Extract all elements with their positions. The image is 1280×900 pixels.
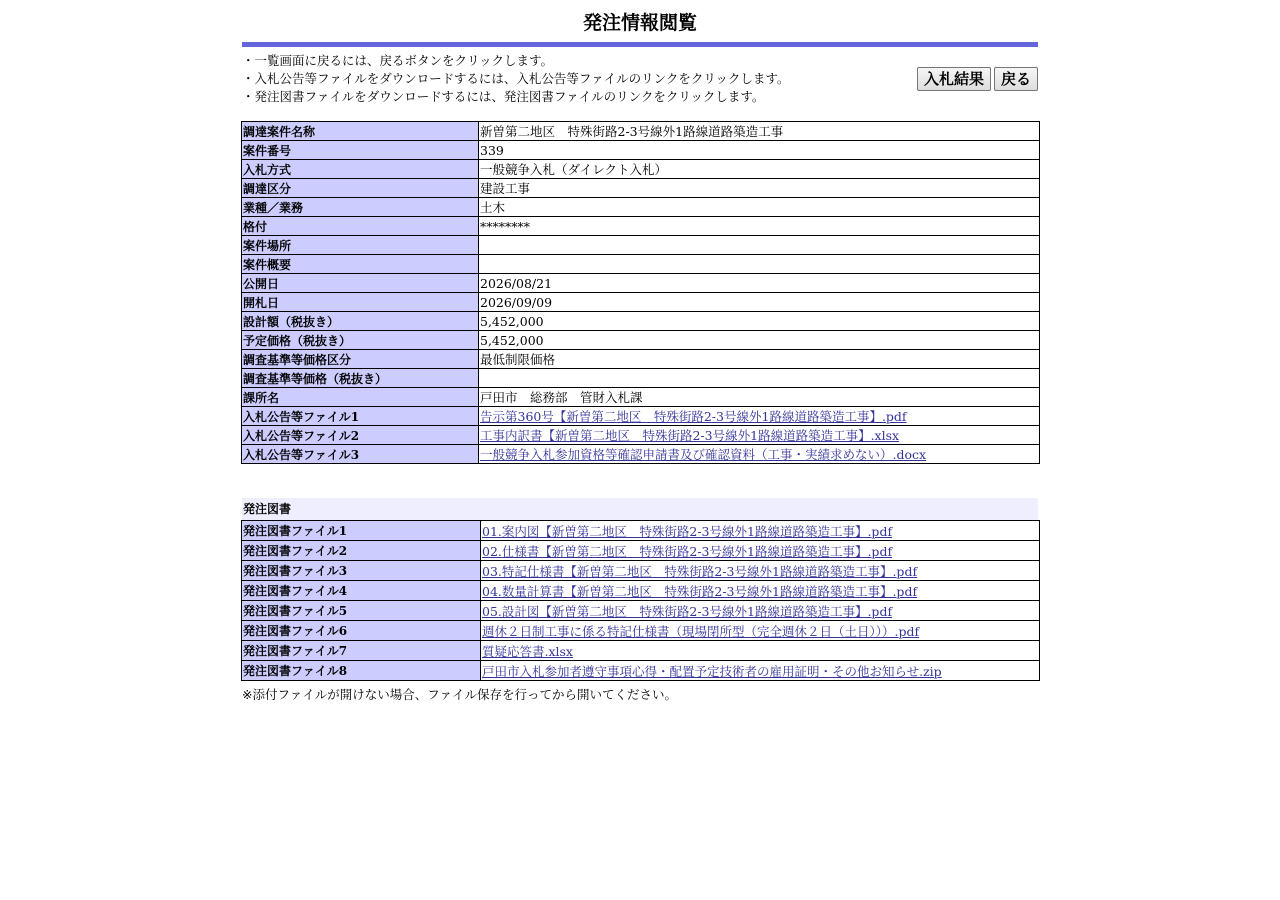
row-value	[481, 541, 1040, 561]
row-label: 発注図書ファイル7	[242, 641, 481, 661]
row-value: 5,452,000	[479, 312, 1040, 331]
row-value: 新曽第二地区 特殊街路2-3号線外1路線道路築造工事	[479, 122, 1040, 141]
table-row	[242, 255, 1040, 274]
row-label: 課所名	[242, 388, 479, 407]
instruction-line: ・発注図書ファイルをダウンロードするには、発注図書ファイルのリンクをクリックします。	[242, 89, 765, 104]
row-value	[481, 601, 1040, 621]
row-label: 調査基準等価格（税抜き）	[242, 369, 479, 388]
table-row	[242, 141, 1040, 160]
table-row	[242, 274, 1040, 293]
row-label: 入札方式	[242, 160, 479, 179]
row-label: 案件番号	[242, 141, 479, 160]
row-value	[479, 407, 1040, 426]
row-value	[479, 445, 1040, 464]
row-value	[481, 581, 1040, 601]
table-row	[242, 521, 1040, 541]
instructions	[242, 52, 789, 106]
doc-file-link[interactable]: 03.特記仕様書【新曽第二地区 特殊街路2-3号線外1路線道路築造工事】.pdf	[482, 563, 918, 579]
row-label: 格付	[242, 217, 479, 236]
row-label: 発注図書ファイル3	[242, 561, 481, 581]
row-value	[481, 561, 1040, 581]
table-row	[242, 601, 1040, 621]
row-value	[479, 255, 1040, 274]
doc-file-link[interactable]: 質疑応答書.xlsx	[482, 643, 573, 659]
table-row	[242, 160, 1040, 179]
row-label: 調達区分	[242, 179, 479, 198]
row-value: 5,452,000	[479, 331, 1040, 350]
table-row	[242, 217, 1040, 236]
table-row	[242, 661, 1040, 681]
row-value: 2026/08/21	[479, 274, 1040, 293]
row-value: 土木	[479, 198, 1040, 217]
footer-note: ※添付ファイルが開けない場合、ファイル保存を行ってから開いてください。	[242, 687, 677, 702]
table-row	[242, 426, 1040, 445]
row-label: 発注図書ファイル8	[242, 661, 481, 681]
table-row	[242, 641, 1040, 661]
notice-file-link[interactable]: 告示第360号【新曽第二地区 特殊街路2-3号線外1路線道路築造工事】.pdf	[480, 409, 907, 424]
notice-file-link[interactable]: 一般競争入札参加資格等確認申請書及び確認資料（工事・実績求めない）.docx	[480, 447, 927, 462]
row-label: 入札公告等ファイル2	[242, 426, 479, 445]
row-label: 発注図書ファイル2	[242, 541, 481, 561]
case-info-table	[241, 121, 1040, 464]
doc-file-link[interactable]: 04.数量計算書【新曽第二地区 特殊街路2-3号線外1路線道路築造工事】.pdf	[482, 583, 918, 599]
row-value	[479, 236, 1040, 255]
row-label: 案件場所	[242, 236, 479, 255]
table-row	[242, 293, 1040, 312]
row-label: 公開日	[242, 274, 479, 293]
table-row	[242, 581, 1040, 601]
bid-result-button[interactable]: 入札結果	[917, 67, 991, 91]
table-row	[242, 122, 1040, 141]
row-value	[479, 426, 1040, 445]
row-value	[481, 621, 1040, 641]
row-label: 設計額（税抜き）	[242, 312, 479, 331]
row-value: 一般競争入札（ダイレクト入札）	[479, 160, 1040, 179]
instructions-row	[242, 47, 1038, 121]
docs-table	[241, 520, 1040, 681]
table-row	[242, 561, 1040, 581]
row-label: 発注図書ファイル4	[242, 581, 481, 601]
table-row	[242, 312, 1040, 331]
row-label: 予定価格（税抜き）	[242, 331, 479, 350]
table-row	[242, 350, 1040, 369]
instruction-line: ・一覧画面に戻るには、戻るボタンをクリックします。	[242, 53, 554, 68]
row-label: 発注図書ファイル1	[242, 521, 481, 541]
row-value	[479, 369, 1040, 388]
row-label: 調査基準等価格区分	[242, 350, 479, 369]
doc-file-link[interactable]: 01.案内図【新曽第二地区 特殊街路2-3号線外1路線道路築造工事】.pdf	[482, 523, 893, 539]
page-container	[242, 0, 1038, 703]
table-row	[242, 179, 1040, 198]
row-value: ********	[479, 217, 1040, 236]
back-button[interactable]: 戻る	[994, 67, 1038, 91]
doc-file-link[interactable]: 05.設計図【新曽第二地区 特殊街路2-3号線外1路線道路築造工事】.pdf	[482, 603, 893, 619]
table-row	[242, 236, 1040, 255]
table-row	[242, 407, 1040, 426]
notice-file-link[interactable]: 工事内訳書【新曽第二地区 特殊街路2-3号線外1路線道路築造工事】.xlsx	[480, 428, 900, 443]
row-label: 入札公告等ファイル3	[242, 445, 479, 464]
doc-file-link[interactable]: 02.仕様書【新曽第二地区 特殊街路2-3号線外1路線道路築造工事】.pdf	[482, 543, 893, 559]
row-label: 開札日	[242, 293, 479, 312]
row-value	[481, 641, 1040, 661]
instruction-line: ・入札公告等ファイルをダウンロードするには、入札公告等ファイルのリンクをクリックします。	[242, 71, 790, 86]
row-label: 発注図書ファイル6	[242, 621, 481, 641]
docs-section-heading: 発注図書	[242, 498, 1038, 520]
row-value: 戸田市 総務部 管財入札課	[479, 388, 1040, 407]
table-row	[242, 445, 1040, 464]
table-row	[242, 621, 1040, 641]
action-buttons	[917, 67, 1038, 91]
row-label: 発注図書ファイル5	[242, 601, 481, 621]
row-label: 案件概要	[242, 255, 479, 274]
row-value: 339	[479, 141, 1040, 160]
row-label: 業種／業務	[242, 198, 479, 217]
row-label: 調達案件名称	[242, 122, 479, 141]
table-row	[242, 198, 1040, 217]
row-label: 入札公告等ファイル1	[242, 407, 479, 426]
doc-file-link[interactable]: 戸田市入札参加者遵守事項心得・配置予定技術者の雇用証明・その他お知らせ.zip	[482, 663, 942, 679]
table-row	[242, 541, 1040, 561]
table-row	[242, 331, 1040, 350]
row-value: 最低制限価格	[479, 350, 1040, 369]
doc-file-link[interactable]: 週休２日制工事に係る特記仕様書（現場閉所型（完全週休２日（土日）））.pdf	[482, 623, 920, 639]
row-value: 建設工事	[479, 179, 1040, 198]
page-title: 発注情報閲覧	[582, 12, 697, 34]
row-value: 2026/09/09	[479, 293, 1040, 312]
table-row	[242, 369, 1040, 388]
row-value	[481, 661, 1040, 681]
row-value	[481, 521, 1040, 541]
table-row	[242, 388, 1040, 407]
